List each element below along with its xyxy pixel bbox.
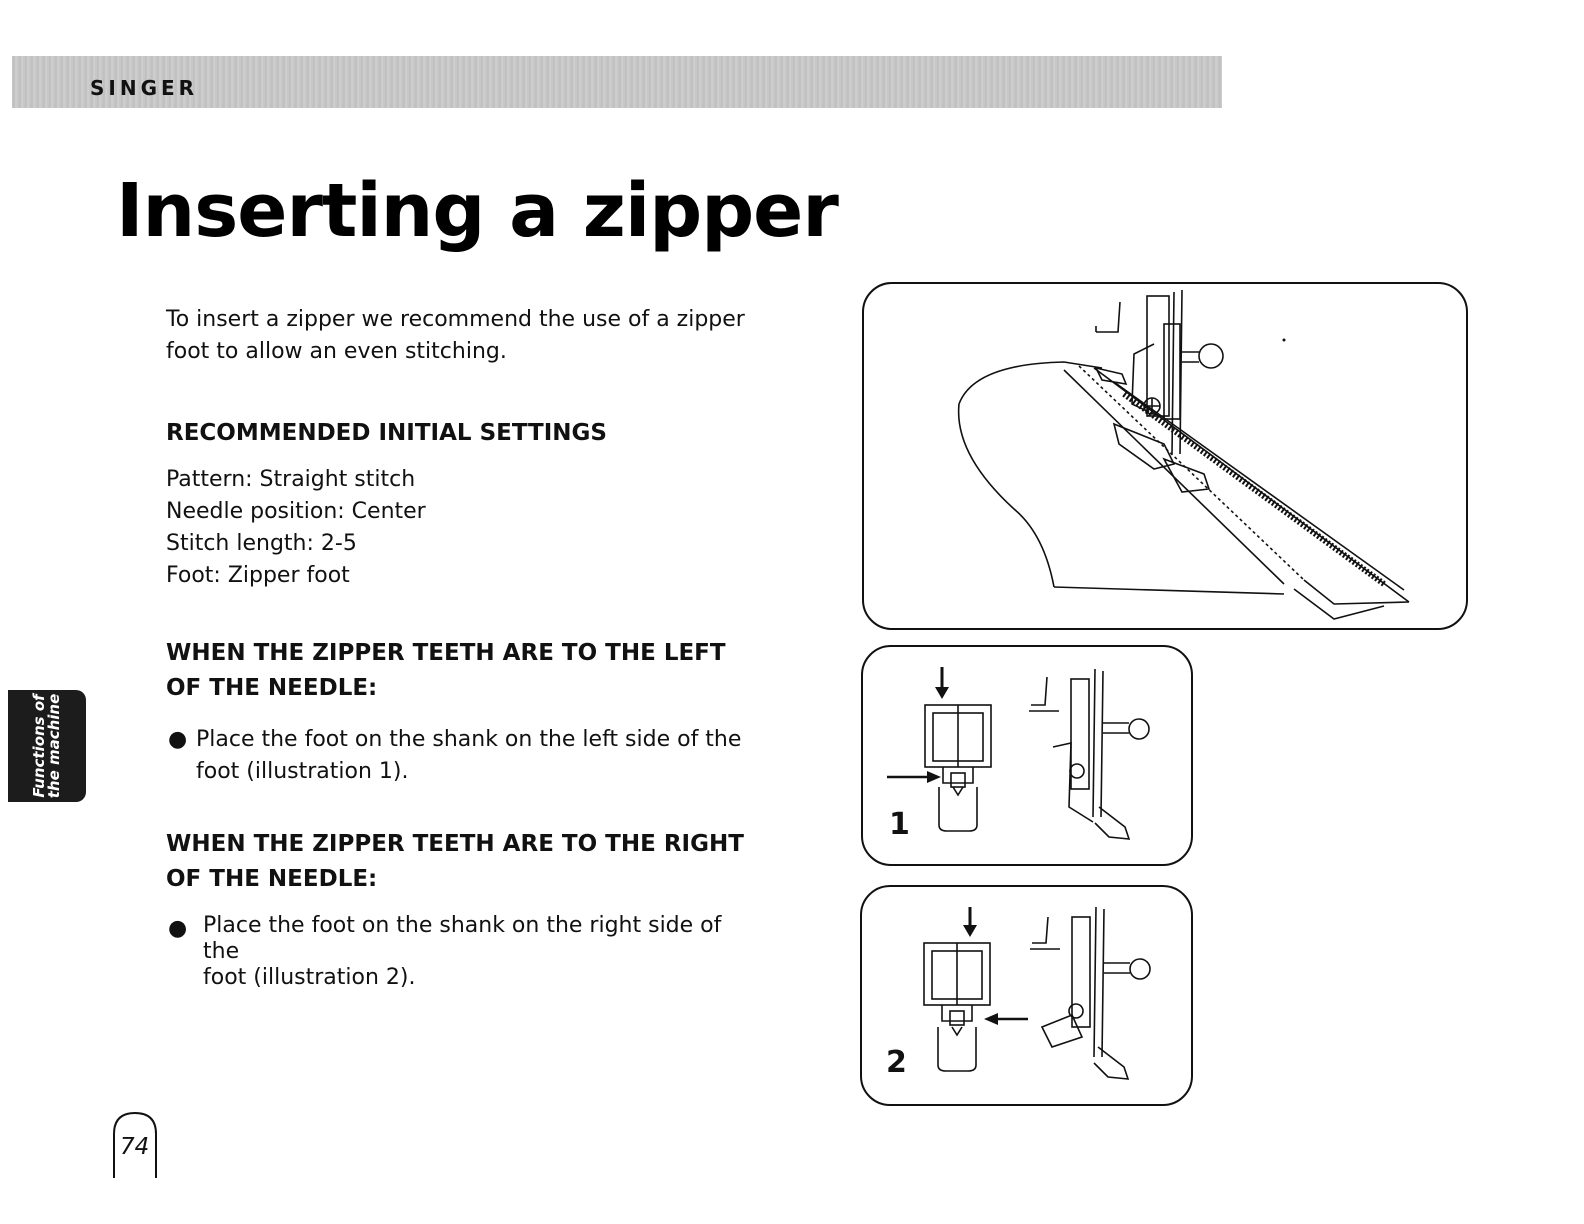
zipper-foot-illustration <box>862 282 1468 630</box>
settings-heading: RECOMMENDED INITIAL SETTINGS <box>166 420 607 446</box>
right-bullet-item <box>166 913 756 991</box>
illustration-2-label: 2 <box>886 1045 907 1080</box>
left-bullet-item <box>166 724 756 788</box>
settings-needle-position: Needle position: Center <box>166 499 426 524</box>
right-side-foot-drawing <box>862 887 1191 1104</box>
left-bullet-line2: foot (illustration 1). <box>196 759 409 784</box>
sewing-machine-zipper-drawing <box>864 284 1466 628</box>
arrow-down-icon <box>963 907 977 937</box>
right-bullet-line2: foot (illustration 2). <box>203 965 416 990</box>
illustration-1 <box>861 645 1193 866</box>
arrow-left-icon <box>984 1013 1028 1025</box>
left-side-foot-drawing <box>863 647 1191 864</box>
left-teeth-heading <box>166 636 766 706</box>
arrow-right-icon <box>887 771 941 783</box>
illustration-2 <box>860 885 1193 1106</box>
right-teeth-heading <box>166 827 766 897</box>
settings-pattern: Pattern: Straight stitch <box>166 467 416 492</box>
page-number: 74 <box>120 1134 150 1160</box>
right-heading-line1: WHEN THE ZIPPER TEETH ARE TO THE RIGHT <box>166 831 744 857</box>
illustration-1-label: 1 <box>889 807 910 842</box>
settings-stitch-length: Stitch length: 2-5 <box>166 531 357 556</box>
left-heading-line1: WHEN THE ZIPPER TEETH ARE TO THE LEFT <box>166 640 726 666</box>
bullet-dot-icon: ● <box>168 727 188 752</box>
side-tab-line2: the machine <box>45 693 63 799</box>
arrow-down-icon <box>935 667 949 699</box>
settings-foot: Foot: Zipper foot <box>166 563 350 588</box>
brand-logo-text: SINGER <box>90 76 199 100</box>
left-heading-line2: OF THE NEEDLE: <box>166 675 378 701</box>
left-bullet-line1: Place the foot on the shank on the left side of the <box>196 727 742 752</box>
settings-list <box>166 464 766 592</box>
page-title: Inserting a zipper <box>116 168 838 254</box>
bullet-dot-icon: ● <box>168 916 188 941</box>
side-tab-line1: Functions of <box>30 694 48 798</box>
chapter-side-tab-label <box>32 694 62 799</box>
intro-paragraph: To insert a zipper we recommend the use of a zipper foot to allow an even stitching. <box>166 307 745 364</box>
right-heading-line2: OF THE NEEDLE: <box>166 866 378 892</box>
right-bullet-line1: Place the foot on the shank on the right side of the <box>203 913 722 964</box>
